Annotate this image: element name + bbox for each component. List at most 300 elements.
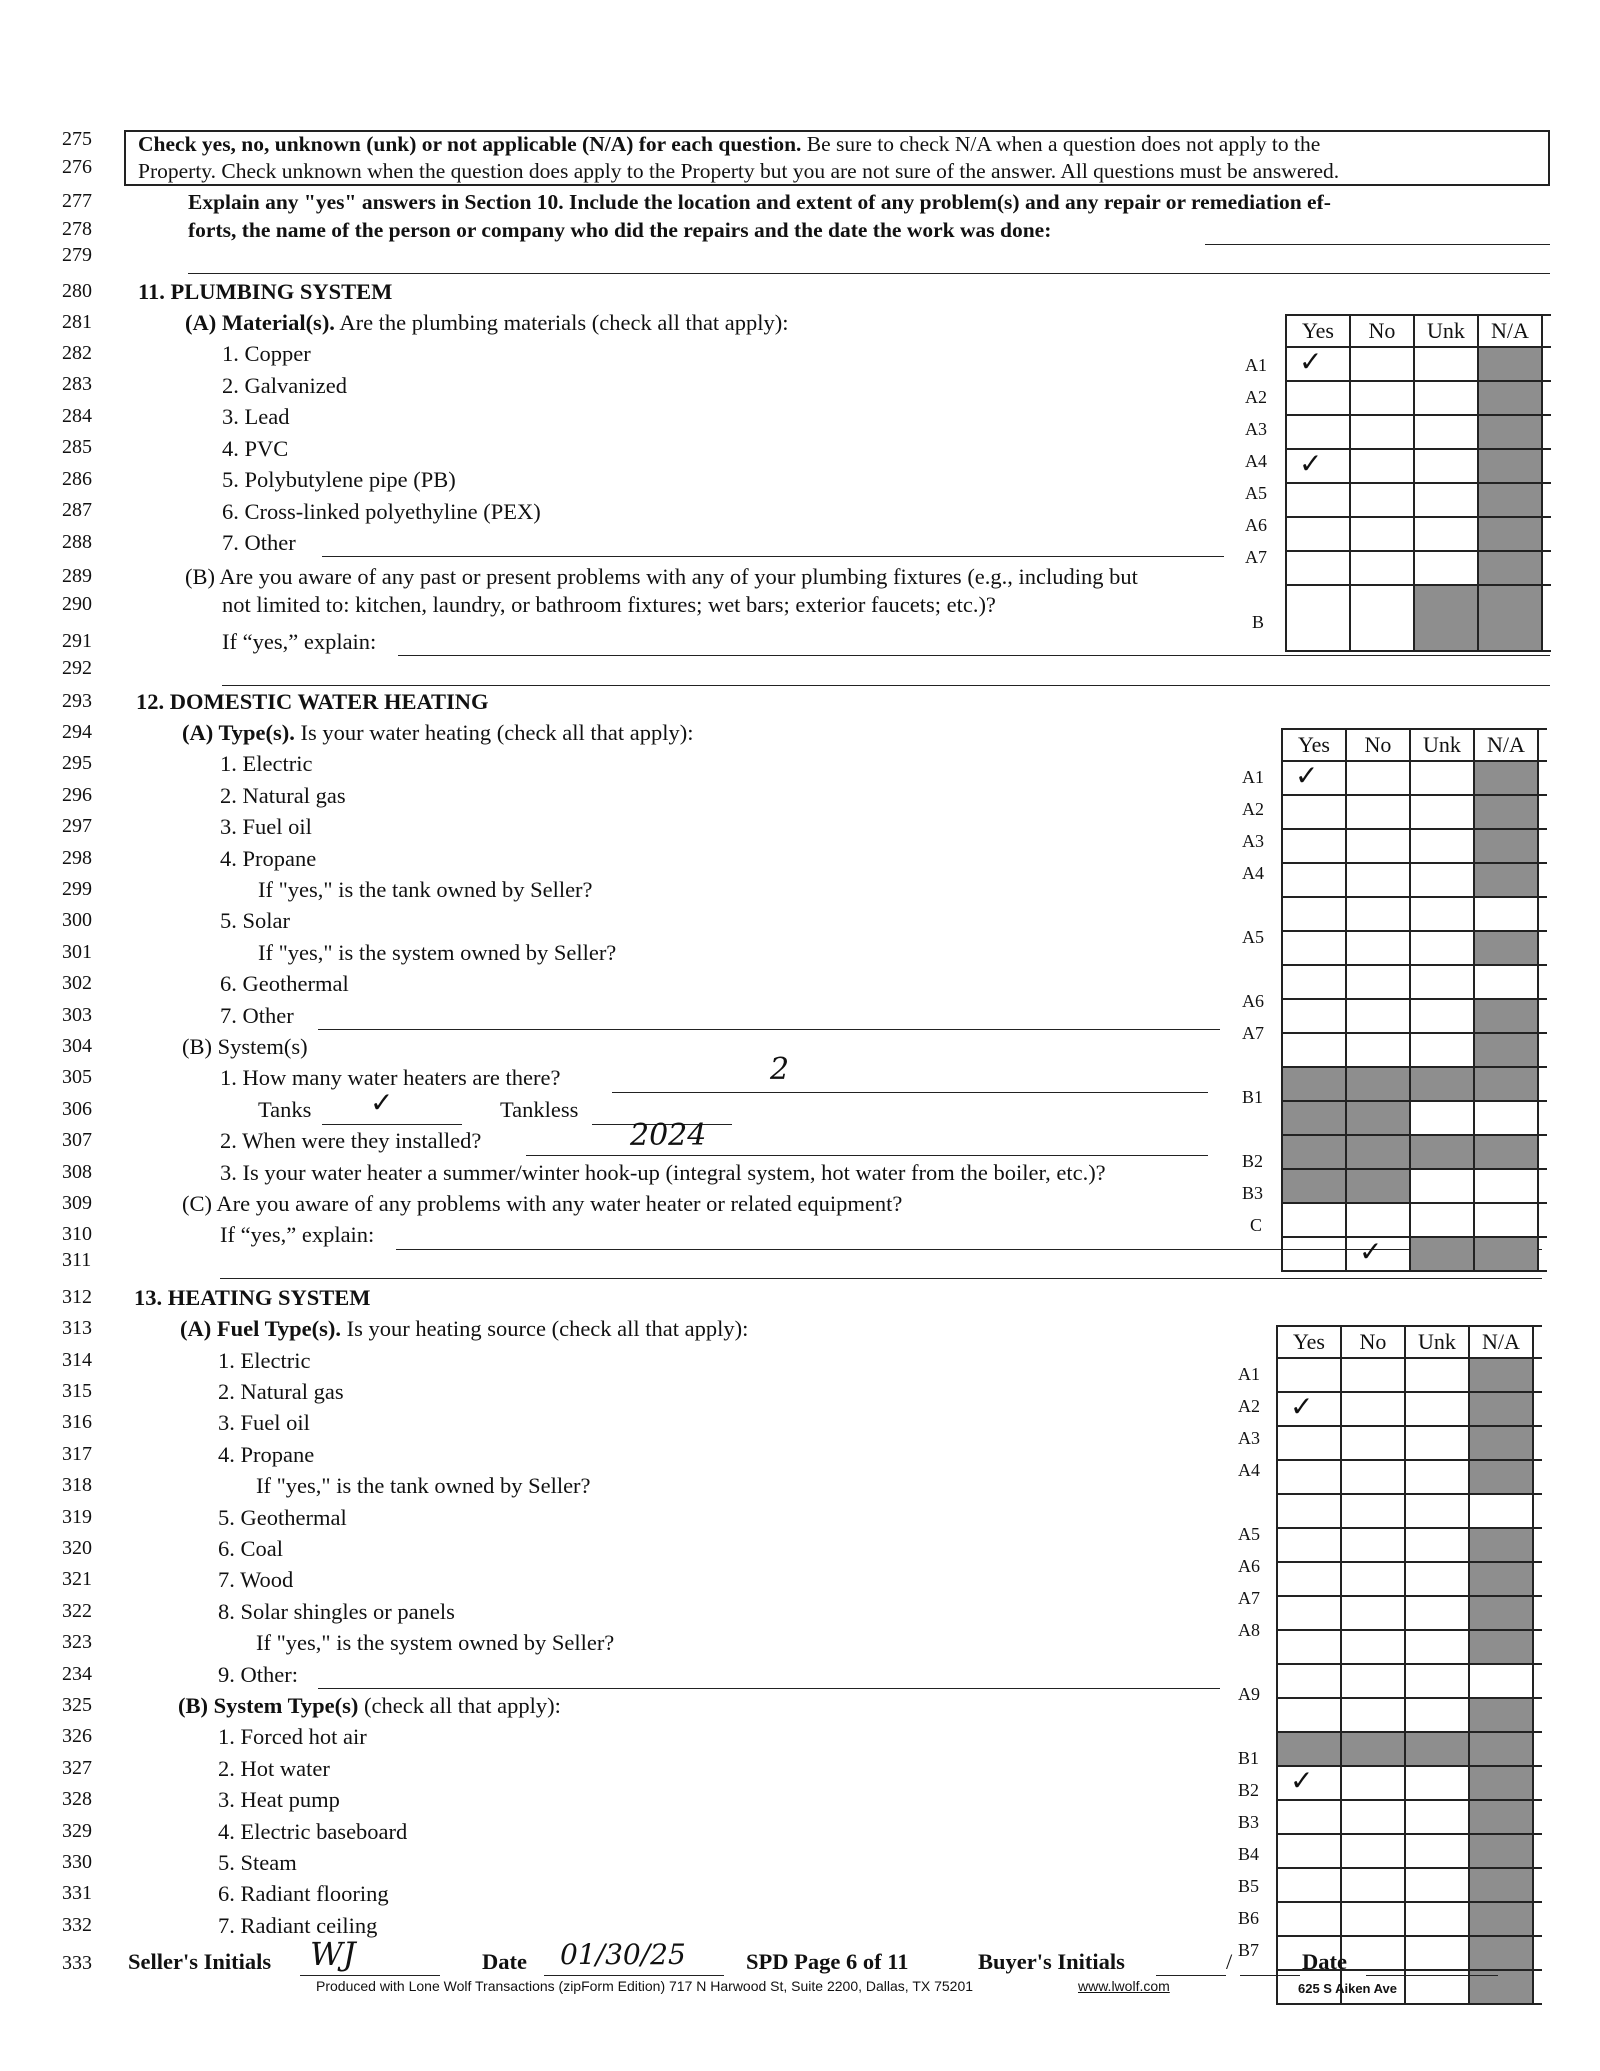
checkbox-no[interactable] [1342,1699,1406,1731]
checkbox-no[interactable] [1347,1034,1411,1066]
row-label: A4 [1238,1460,1260,1480]
checkbox-no[interactable] [1351,586,1415,650]
grid-header-row [1287,316,1551,348]
grid-row-a5 [1287,484,1551,518]
checkbox-yes[interactable] [1278,1461,1342,1493]
checkbox-no[interactable] [1351,382,1415,414]
line-number: 275 [62,128,92,150]
checkbox-unk[interactable] [1406,1461,1470,1493]
line-number: 296 [62,784,92,806]
shaded-cell [1411,1238,1475,1270]
checkbox-no[interactable] [1347,898,1411,930]
shaded-cell [1347,1068,1411,1100]
s11-question-b-line-2: not limited to: kitchen, laundry, or bathroom fixtures; wet bars; exterior faucets; etc.)? [222,592,996,617]
checkbox-unk[interactable] [1406,1631,1470,1663]
checkbox-na[interactable] [1470,1495,1534,1527]
checkbox-unk[interactable] [1411,830,1475,862]
grid-row-a1 [1283,759,1547,796]
line-number: 278 [62,218,92,240]
shaded-cell [1479,382,1543,414]
line-number: 315 [62,1380,92,1402]
checkbox-no[interactable] [1347,1204,1411,1236]
checkbox-no[interactable] [1342,1631,1406,1663]
header-yes: Yes [1283,730,1347,760]
grid-row-a7 [1278,1597,1542,1631]
checkbox-unk[interactable] [1406,1495,1470,1527]
s12-question-c: (C) Are you aware of any problems with any water heater or related equipment? [182,1191,903,1216]
line-number: 313 [62,1317,92,1339]
shaded-cell [1470,1937,1534,1969]
shaded-cell [1411,1068,1475,1100]
checkbox-no[interactable] [1342,1801,1406,1833]
checkbox-yes[interactable] [1283,830,1347,862]
grid-row-b2 [1283,1170,1547,1204]
checkbox-unk[interactable] [1411,796,1475,828]
s11-other-line[interactable] [322,556,1224,557]
checkbox-unk[interactable] [1415,450,1479,482]
grid-row-b3 [1278,1835,1542,1869]
checkbox-no[interactable] [1347,932,1411,964]
s13-item-sub: If "yes," is the tank owned by Seller? [256,1473,591,1498]
s13-question-b [178,1693,561,1719]
grid-row-a2 [1278,1390,1542,1427]
checkmark-icon: ✓ [1299,447,1323,480]
checkbox-yes[interactable] [1283,1000,1347,1032]
buyer-initials-line-1[interactable] [1156,1975,1226,1976]
line-number: 302 [62,972,92,994]
checkbox-yes[interactable] [1283,932,1347,964]
grid-row-a8 [1278,1631,1542,1665]
s12-explain-line-2[interactable] [220,1278,1542,1279]
s11-explain-line[interactable] [398,655,1550,656]
checkbox-unk[interactable] [1411,1034,1475,1066]
grid-row-b3 [1283,1204,1547,1238]
checkbox-unk[interactable] [1406,1359,1470,1391]
row-label: B4 [1238,1844,1260,1864]
checkbox-yes[interactable] [1278,1665,1342,1697]
row-label: A9 [1238,1684,1260,1704]
checkbox-na[interactable] [1475,966,1539,998]
checkbox-yes[interactable] [1283,1034,1347,1066]
checkbox-unk[interactable] [1406,1869,1470,1901]
checkbox-yes[interactable] [1278,1529,1342,1561]
page-number: SPD Page 6 of 11 [746,1949,909,1974]
s11-a-text: Are the plumbing materials (check all that apply): [334,310,789,335]
s12-item: 5. Solar [220,908,290,933]
date-line-2[interactable] [1366,1975,1498,1976]
checkbox-no[interactable] [1342,1359,1406,1391]
row-label: A3 [1238,1428,1260,1448]
s11-item: 7. Other [222,530,296,555]
header-yes: Yes [1278,1327,1342,1357]
shaded-cell [1475,864,1539,896]
checkbox-no[interactable] [1342,1835,1406,1867]
checkbox-unk[interactable] [1406,1427,1470,1459]
grid-row-a2 [1287,382,1551,416]
buyer-initials-line-2[interactable] [1240,1975,1300,1976]
row-label: A5 [1245,483,1267,503]
checkbox-unk[interactable] [1406,1937,1470,1969]
header-na: N/A [1475,730,1539,760]
grid-row-b4 [1278,1869,1542,1903]
s12-b1-line[interactable] [612,1092,1208,1093]
checkbox-no[interactable] [1342,1869,1406,1901]
checkbox-no[interactable] [1342,1563,1406,1595]
shaded-cell [1470,1767,1534,1799]
s13-b-item: 2. Hot water [218,1756,330,1781]
grid-row-b-header [1278,1733,1542,1767]
date-line[interactable] [544,1975,724,1976]
checkbox-yes[interactable] [1283,759,1347,794]
s13-b-label: (B) System Type(s) [178,1693,359,1718]
row-label: B1 [1238,1748,1260,1768]
checkbox-no[interactable] [1342,1937,1406,1969]
checkbox-no[interactable] [1347,1000,1411,1032]
line-number: 319 [62,1506,92,1528]
shaded-cell [1475,932,1539,964]
s12-a-label: (A) Type(s). [182,720,295,745]
checkbox-unk[interactable] [1406,1665,1470,1697]
grid-row-a3 [1278,1427,1542,1461]
s13-item: 2. Natural gas [218,1379,344,1404]
checkbox-yes[interactable] [1283,898,1347,930]
shaded-cell [1475,796,1539,828]
checkbox-na[interactable] [1475,898,1539,930]
row-label: B [1252,612,1265,632]
checkbox-no[interactable] [1342,1903,1406,1935]
checkbox-yes[interactable] [1278,1631,1342,1663]
checkbox-unk[interactable] [1406,1835,1470,1867]
checkbox-no[interactable] [1347,1235,1411,1270]
checkbox-unk[interactable] [1415,518,1479,550]
line-number: 333 [62,1952,92,1974]
checkbox-unk[interactable] [1406,1903,1470,1935]
s11-explain-line-2[interactable] [222,685,1550,686]
grid-row-b5 [1278,1903,1542,1937]
row-label: B1 [1242,1087,1264,1107]
grid-row-a4-owned [1283,898,1547,932]
grid-header-row [1283,730,1547,762]
checkbox-yes[interactable] [1287,552,1351,584]
checkbox-yes[interactable] [1278,1699,1342,1731]
checkbox-yes[interactable] [1287,416,1351,448]
checkbox-no[interactable] [1342,1427,1406,1459]
checkbox-na[interactable] [1475,1102,1539,1134]
checkbox-no[interactable] [1351,450,1415,482]
checkbox-unk[interactable] [1415,416,1479,448]
section-13-title: 13. HEATING SYSTEM [134,1285,371,1310]
row-label: A2 [1245,387,1267,407]
row-label: A5 [1238,1524,1260,1544]
checkbox-yes[interactable] [1283,1238,1347,1270]
s11-item: 1. Copper [222,341,311,366]
s12-answer-grid [1281,728,1547,1272]
checkbox-yes[interactable] [1278,1764,1342,1799]
row-label: A7 [1238,1588,1260,1608]
checkbox-no[interactable] [1351,348,1415,380]
checkbox-yes[interactable] [1278,1359,1342,1391]
checkbox-no[interactable] [1351,484,1415,516]
checkbox-unk[interactable] [1415,552,1479,584]
s12-b2-line[interactable] [526,1155,1208,1156]
checkbox-unk[interactable] [1411,1102,1475,1134]
checkbox-yes[interactable] [1278,1390,1342,1425]
checkbox-yes[interactable] [1287,447,1351,482]
row-label: A2 [1242,799,1264,819]
line-number: 330 [62,1851,92,1873]
s12-tanks-line[interactable] [322,1124,462,1125]
line-number: 326 [62,1725,92,1747]
checkbox-yes[interactable] [1278,1869,1342,1901]
explain-answer-line-2[interactable] [188,273,1550,274]
checkbox-na[interactable] [1470,1665,1534,1697]
checkbox-no[interactable] [1347,762,1411,794]
checkbox-yes[interactable] [1283,966,1347,998]
checkbox-no[interactable] [1351,416,1415,448]
s12-b2-answer[interactable]: 2024 [630,1118,707,1153]
line-number: 332 [62,1914,92,1936]
s12-item: 7. Other [220,1003,294,1028]
checkbox-yes[interactable] [1278,1835,1342,1867]
line-number: 276 [62,156,92,178]
shaded-cell [1470,1461,1534,1493]
line-number: 288 [62,531,92,553]
checkbox-unk[interactable] [1406,1767,1470,1799]
checkmark-icon: ✓ [1299,345,1323,378]
buyer-initials-label: Buyer's Initials [978,1949,1125,1974]
shaded-cell [1475,1136,1539,1168]
line-number: 304 [62,1035,92,1057]
s13-item: 3. Fuel oil [218,1410,310,1435]
date-label-2: Date [1302,1949,1347,1974]
checkbox-unk[interactable] [1411,1170,1475,1202]
s13-answer-grid [1276,1325,1542,2005]
date-value[interactable]: 01/30/25 [560,1938,686,1971]
shaded-cell [1479,552,1543,584]
grid-row-a6 [1283,1000,1547,1034]
shaded-cell [1283,1136,1347,1168]
line-number: 323 [62,1631,92,1653]
row-label: A7 [1245,547,1267,567]
grid-row-a9 [1278,1699,1542,1733]
checkbox-unk[interactable] [1406,1393,1470,1425]
checkbox-yes[interactable] [1287,345,1351,380]
s13-item-sub: If "yes," is the system owned by Seller? [256,1630,615,1655]
shaded-cell [1470,1359,1534,1391]
shaded-cell [1470,1801,1534,1833]
checkbox-yes[interactable] [1287,484,1351,516]
s13-item: 7. Wood [218,1567,294,1592]
checkbox-yes[interactable] [1287,382,1351,414]
line-number: 299 [62,878,92,900]
s11-question-b-line-1: (B) Are you aware of any past or present problems with any of your plumbing fixtures (e.g., including but [185,564,1138,589]
line-number: 325 [62,1694,92,1716]
line-number: 331 [62,1882,92,1904]
checkmark-icon: ✓ [1290,1390,1314,1423]
s13-item: 6. Coal [218,1536,283,1561]
checkbox-no[interactable] [1351,552,1415,584]
s12-item: 2. Natural gas [220,783,346,808]
grid-row-a4-owned [1278,1495,1542,1529]
checkbox-yes[interactable] [1283,864,1347,896]
lwolf-link[interactable]: www.lwolf.com [1078,1978,1170,1994]
shaded-cell [1470,1869,1534,1901]
line-number: 279 [62,244,92,266]
line-number: 307 [62,1129,92,1151]
shaded-cell [1347,1102,1411,1134]
s11-item: 2. Galvanized [222,373,347,398]
shaded-cell [1406,1733,1470,1765]
checkbox-no[interactable] [1342,1665,1406,1697]
line-number: 294 [62,721,92,743]
checkbox-unk[interactable] [1411,864,1475,896]
checkbox-yes[interactable] [1278,1801,1342,1833]
checkbox-no[interactable] [1347,864,1411,896]
line-number: 291 [62,630,92,652]
s13-a-text: Is your heating source (check all that apply): [341,1316,749,1341]
row-label: C [1250,1215,1263,1235]
checkbox-no[interactable] [1342,1597,1406,1629]
grid-row-a5-owned [1283,966,1547,1000]
grid-row-a3 [1287,416,1551,450]
instructions-bold: Check yes, no, unknown (unk) or not applicable (N/A) for each question. [138,132,802,156]
checkbox-yes[interactable] [1287,518,1351,550]
grid-row-a7 [1283,1034,1547,1068]
line-number: 303 [62,1004,92,1026]
line-number: 327 [62,1757,92,1779]
checkbox-no[interactable] [1347,830,1411,862]
checkbox-yes[interactable] [1283,796,1347,828]
checkbox-unk[interactable] [1411,1204,1475,1236]
checkbox-unk[interactable] [1411,1000,1475,1032]
instructions-rest: Be sure to check N/A when a question does not apply to the [801,132,1321,156]
row-label: B3 [1242,1183,1264,1203]
checkbox-unk[interactable] [1411,898,1475,930]
checkbox-unk[interactable] [1406,1529,1470,1561]
checkbox-unk[interactable] [1406,1563,1470,1595]
checkbox-no[interactable] [1347,966,1411,998]
shaded-cell [1470,1529,1534,1561]
row-label: A7 [1242,1023,1264,1043]
s12-item-sub: If "yes," is the tank owned by Seller? [258,877,593,902]
line-number: 283 [62,373,92,395]
line-number: 300 [62,909,92,931]
checkbox-unk[interactable] [1406,1801,1470,1833]
checkbox-unk[interactable] [1415,348,1479,380]
line-number: 293 [62,690,92,712]
checkbox-no[interactable] [1342,1393,1406,1425]
s12-b2: 2. When were they installed? [220,1128,482,1153]
checkbox-yes[interactable] [1278,1495,1342,1527]
line-number: 329 [62,1820,92,1842]
shaded-cell [1475,1034,1539,1066]
line-number: 306 [62,1098,92,1120]
s11-question-a [185,310,789,336]
row-label: A1 [1245,355,1267,375]
s13-a-label: (A) Fuel Type(s). [180,1316,342,1341]
shaded-cell [1470,1427,1534,1459]
checkbox-na[interactable] [1475,1170,1539,1202]
checkbox-yes[interactable] [1278,1597,1342,1629]
row-label: B7 [1238,1940,1260,1960]
explain-line-1: Explain any "yes" answers in Section 10. Include the location and extent of any problem(s) and any repair or remediation ef- [188,190,1331,214]
shaded-cell [1479,450,1543,482]
explain-answer-line[interactable] [1205,244,1550,245]
header-na: N/A [1470,1327,1534,1357]
checkbox-unk[interactable] [1415,484,1479,516]
row-label: A3 [1242,831,1264,851]
checkbox-unk[interactable] [1415,382,1479,414]
row-label: A3 [1245,419,1267,439]
shaded-cell [1479,416,1543,448]
shaded-cell [1479,586,1543,650]
seller-initials-value[interactable]: WJ [310,1935,356,1973]
line-number: 312 [62,1286,92,1308]
seller-initials-line[interactable] [300,1975,440,1976]
s11-item: 5. Polybutylene pipe (PB) [222,467,456,492]
grid-header-row [1278,1327,1542,1359]
s12-explain-label: If “yes,” explain: [220,1222,375,1247]
s11-item: 4. PVC [222,436,289,461]
checkbox-yes[interactable] [1287,586,1351,650]
s13-other-line[interactable] [318,1688,1220,1689]
line-number: 284 [62,405,92,427]
grid-row-a2 [1283,796,1547,830]
checkbox-yes[interactable] [1278,1903,1342,1935]
shaded-cell [1475,762,1539,794]
line-number: 292 [62,657,92,679]
checkbox-no[interactable] [1342,1495,1406,1527]
s11-a-label: (A) Material(s). [185,310,335,335]
s13-b-text: (check all that apply): [358,1693,561,1718]
shaded-cell [1479,518,1543,550]
header-unk: Unk [1415,316,1479,346]
shaded-cell [1479,348,1543,380]
shaded-cell [1470,1903,1534,1935]
grid-row-b1-tanks [1283,1136,1547,1170]
checkbox-no[interactable] [1351,518,1415,550]
s13-b-item: 6. Radiant flooring [218,1881,389,1906]
s13-item: 9. Other: [218,1662,298,1687]
checkbox-unk[interactable] [1411,932,1475,964]
checkbox-no[interactable] [1342,1529,1406,1561]
checkbox-no[interactable] [1342,1767,1406,1799]
s12-b1-answer[interactable]: 2 [770,1052,790,1087]
checkbox-unk[interactable] [1406,1699,1470,1731]
s12-other-line[interactable] [318,1029,1220,1030]
shaded-cell [1342,1733,1406,1765]
checkbox-na[interactable] [1475,1204,1539,1236]
seller-initials-label: Seller's Initials [128,1949,272,1974]
checkbox-yes[interactable] [1283,1204,1347,1236]
shaded-cell [1470,1733,1534,1765]
grid-row-a4 [1278,1461,1542,1495]
shaded-cell [1475,830,1539,862]
checkbox-unk[interactable] [1406,1597,1470,1629]
checkbox-no[interactable] [1342,1461,1406,1493]
explain-line-2: forts, the name of the person or company who did the repairs and the date the work was done: [188,218,1052,242]
checkbox-no[interactable] [1347,796,1411,828]
checkbox-unk[interactable] [1411,762,1475,794]
shaded-cell [1415,586,1479,650]
line-number: 318 [62,1474,92,1496]
grid-row-a5 [1278,1529,1542,1563]
checkbox-unk[interactable] [1411,966,1475,998]
line-number: 310 [62,1223,92,1245]
s12-tanks-label: Tanks [258,1097,312,1122]
checkbox-yes[interactable] [1278,1563,1342,1595]
checkbox-yes[interactable] [1278,1427,1342,1459]
